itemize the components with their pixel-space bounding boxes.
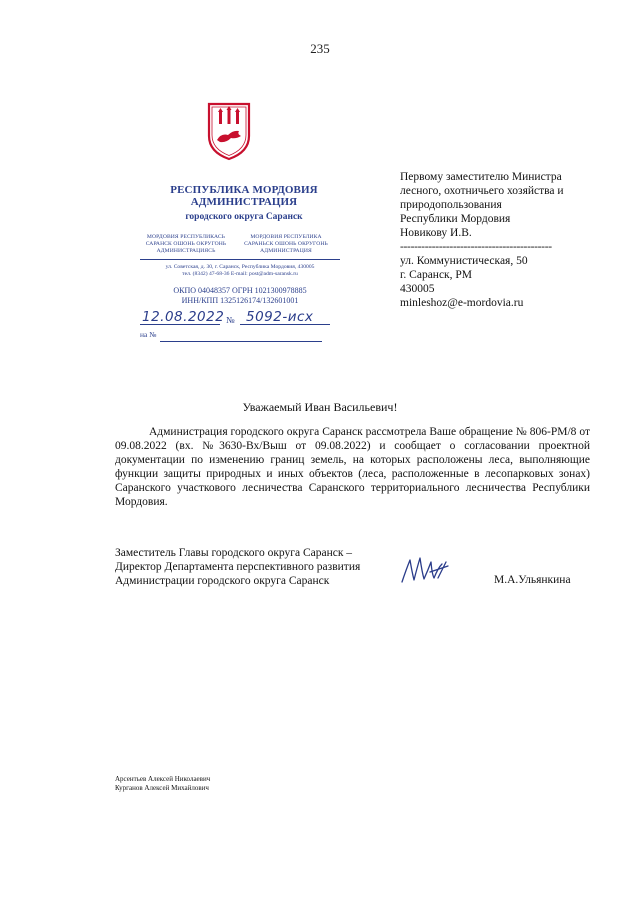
reference-underline [160,341,322,342]
letterhead-divider [140,259,340,260]
letterhead-moksha-name [240,234,332,255]
executor-name: Курганов Алексей Михайлович [115,783,209,792]
letterhead-title-line2: АДМИНИСТРАЦИЯ [190,196,298,208]
coat-of-arms-icon [206,100,252,162]
addressee-line: Первому заместителю Министра [400,171,562,183]
signatory-position-line: Директор Департамента перспективного развития [115,561,361,573]
page-number: 235 [310,41,330,56]
letterhead-okpo: ОКПО 04048357 ОГРН 1021300978885 [173,286,307,295]
outgoing-date-number [140,310,340,330]
letterhead-lang-left-line: МОРДОВИЯ РЕСПУБЛИКАСЬ [146,234,226,240]
executors-block [115,775,210,792]
addressee-address-line: ул. Коммунистическая, 50 [400,255,528,267]
number-label: № [226,315,235,325]
signatory-position-line: Администрации городского округа Саранск [115,575,330,587]
signatory-position-line: Заместитель Главы городского округа Саранск – [115,547,353,559]
letterhead-lang-left-line: АДМИНИСТРАЦИЯСЬ [156,248,216,254]
letterhead-codes [140,286,340,306]
signer-name: М.А.Ульянкина [494,574,571,586]
letterhead-lang-left-line: САРАНСК ОШОНЬ ОКРУГОНЬ [145,241,227,247]
addressee-line: Новикову И.В. [400,227,472,239]
handwritten-number: 5092-исх [246,309,314,325]
letterhead-lang-right-line: АДМИНИСТРАЦИЯ [260,248,312,254]
signatory-position [115,546,415,588]
executor-name: Арсентьев Алексей Николаевич [115,775,211,783]
letter-body: Администрация городского округа Саранск рассмотрела Ваше обращение № 806-РМ/8 от 09.08.2022 (вх. №3630-Вх/Выш от 09.08.2022) и сообщает о согласовании проектной документации по изменению границ земель, на которых расположены леса, выполняющие функции защиты природных и иных объектов (леса, расположенные в лесопарковых зонах) Саранского участкового лесничества Саранского территориального лесничества Республики Мордовия. [115,426,590,508]
letterhead-subtitle: городского округа Саранск [185,212,303,222]
greeting: Уважаемый Иван Васильевич! [242,400,398,414]
addressee-line: лесного, охотничьего хозяйства и [400,185,564,197]
letterhead-inn: ИНН/КПП 1325126174/132601001 [181,296,299,305]
reference-line [140,330,340,344]
letterhead-title-line1: РЕСПУБЛИКА МОРДОВИЯ [170,184,318,196]
letterhead-lang-right-line: МОРДОВИЯ РЕСПУБЛИКА [250,234,322,240]
letterhead-title [156,184,332,208]
reference-label: на № [140,330,157,339]
letterhead-lang-right-line: САРАНЬСК ОШОНЬ ОКРУГОНЬ [244,241,328,247]
addressee-email: minleshoz@e-mordovia.ru [400,297,524,309]
letterhead-address-line1: ул. Советская, д. 30, г. Саранск, Республика Мордовия, 430005 [165,264,315,270]
letterhead-erzya-name [140,234,232,255]
letterhead-address-line2: тел. (8342) 47-68-36 E-mail: post@adm-saransk.ru [182,271,298,277]
addressee-line: Республики Мордовия [400,213,511,225]
addressee-separator: ------------------------------------------- [400,241,552,253]
addressee-address-line: 430005 [400,283,435,295]
addressee-address-line: г. Саранск, РМ [400,269,473,281]
letterhead-address [140,264,340,278]
handwritten-date: 12.08.2022 [142,309,225,325]
addressee-line: природопользования [400,199,502,211]
addressee-block [400,170,590,310]
handwritten-signature [400,552,450,588]
